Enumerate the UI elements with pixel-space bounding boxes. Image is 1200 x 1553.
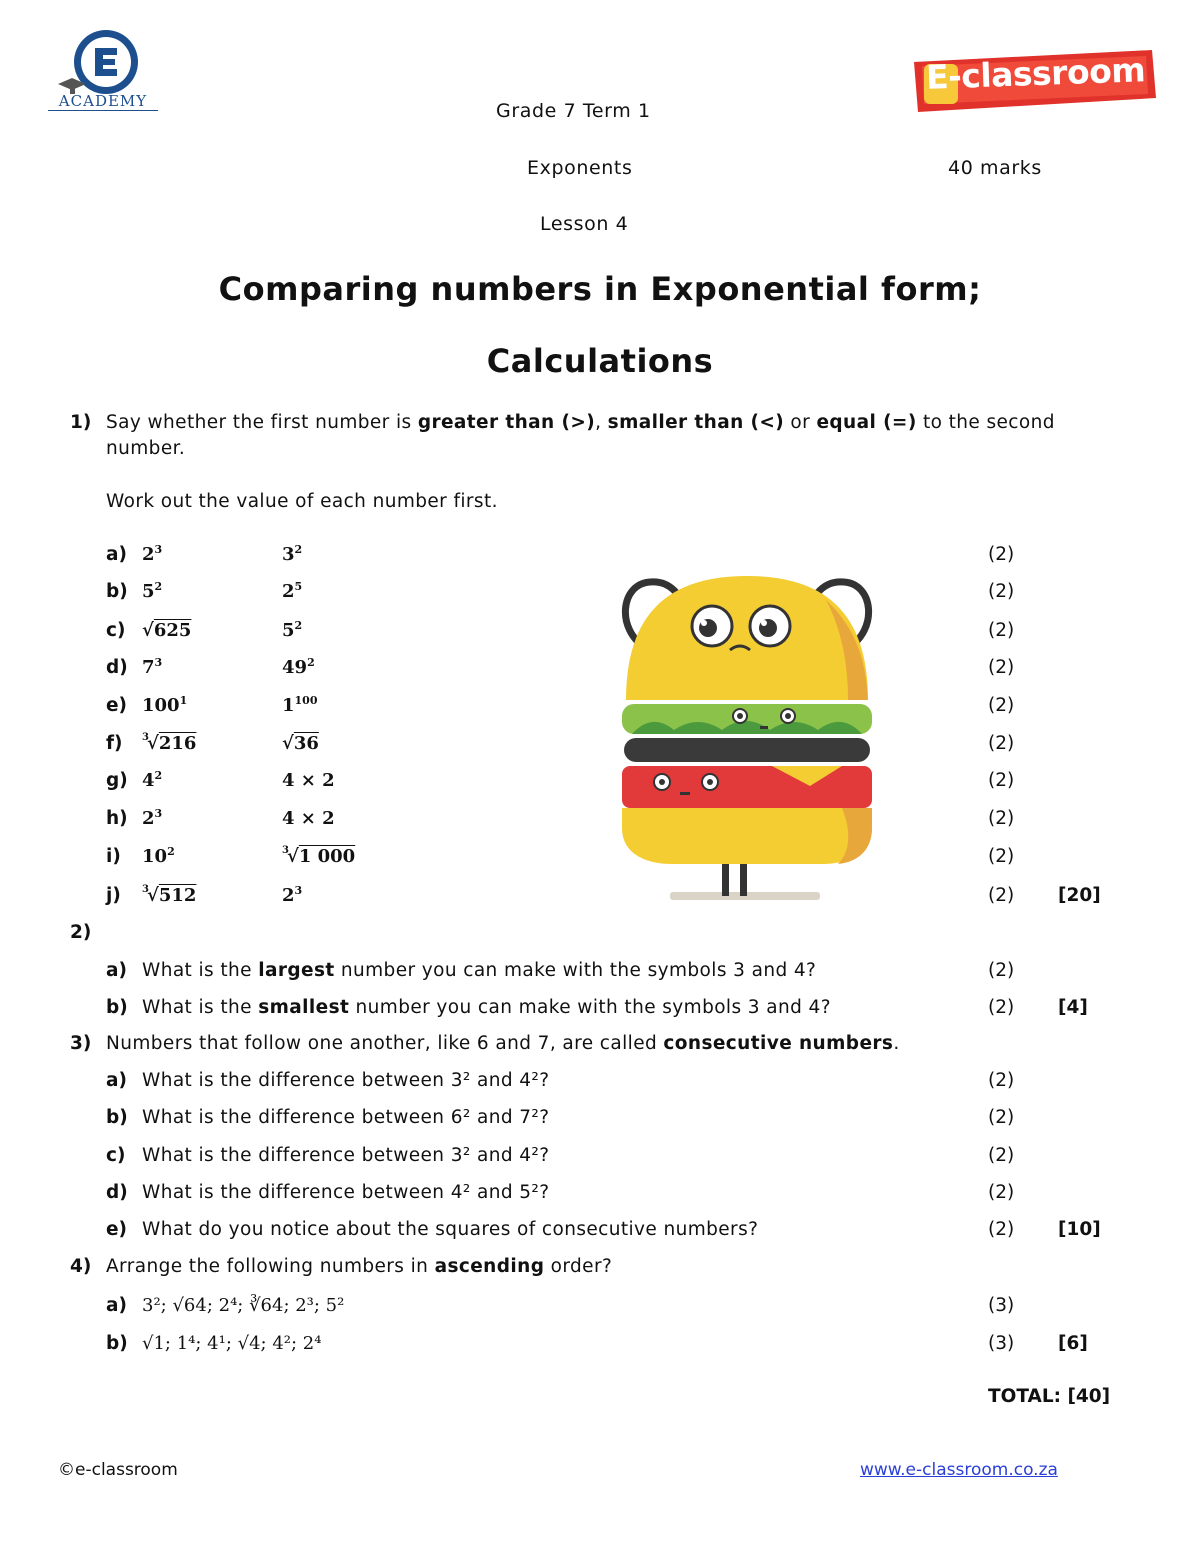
q1-item-second: $2^3$ xyxy=(282,884,303,906)
q3-item-label: d) xyxy=(106,1182,128,1203)
q4-a-text: 3²; √64; 2⁴; ∛64; 2³; 5² xyxy=(142,1295,345,1316)
q2-number: 2) xyxy=(70,922,92,943)
q1-item-mark: (2) xyxy=(988,620,1015,641)
q2-b-label: b) xyxy=(106,997,128,1018)
q1-item-first: $^3$√216 xyxy=(142,732,197,754)
q1-item-second: $1^{100}$ xyxy=(282,694,318,716)
q1-item-mark: (2) xyxy=(988,770,1015,791)
q3-item-mark: (2) xyxy=(988,1107,1015,1128)
q1-intro-line2: number. xyxy=(106,438,186,459)
q1-item-label: b) xyxy=(106,581,128,602)
q3-item-label: c) xyxy=(106,1145,126,1166)
q1-instruction: Work out the value of each number first. xyxy=(106,491,498,512)
q3-item-mark: (2) xyxy=(988,1219,1015,1240)
q4-a-mark: (3) xyxy=(988,1295,1015,1316)
q1-intro-post: to the second xyxy=(916,412,1055,433)
q1-item-mark: (2) xyxy=(988,846,1015,867)
q1-item-second: √36 xyxy=(282,733,319,754)
q1-smaller: smaller than (<) xyxy=(607,412,785,433)
total-marks-header: 40 marks xyxy=(948,157,1042,179)
footer-copyright: ©e-classroom xyxy=(58,1460,178,1480)
q1-item-label: a) xyxy=(106,544,127,565)
topic: Exponents xyxy=(527,157,633,179)
q2-total: [4] xyxy=(1058,997,1088,1018)
q2-a-bold: largest xyxy=(258,960,335,981)
q1-item-second: $^3$√1 000 xyxy=(282,845,356,867)
q1-item-first: $2^3$ xyxy=(142,807,163,829)
q4-intro-pre: Arrange the following numbers in xyxy=(106,1256,435,1277)
q1-item-label: e) xyxy=(106,695,128,716)
q3-item-text: What is the difference between 3² and 4²? xyxy=(142,1070,550,1091)
q4-b-label: b) xyxy=(106,1333,128,1354)
grand-total: TOTAL: [40] xyxy=(988,1386,1111,1407)
q1-item-second: $2^5$ xyxy=(282,580,303,602)
academy-logo-text: ACADEMY xyxy=(48,92,158,111)
q1-item-mark: (2) xyxy=(988,657,1015,678)
q1-item-mark: (2) xyxy=(988,695,1015,716)
q3-total: [10] xyxy=(1058,1219,1101,1240)
q1-item-first: √625 xyxy=(142,620,192,641)
q1-greater: greater than (>) xyxy=(417,412,596,433)
burger-character-icon xyxy=(612,570,882,915)
q1-number: 1) xyxy=(70,412,92,433)
q2-a-pre: What is the xyxy=(142,960,259,981)
q1-item-label: g) xyxy=(106,770,128,791)
q1-item-mark: (2) xyxy=(988,544,1015,565)
q3-intro-post: . xyxy=(893,1033,900,1054)
q2-a-mark: (2) xyxy=(988,960,1015,981)
q3-number: 3) xyxy=(70,1033,92,1054)
q3-item-text: What is the difference between 6² and 7²? xyxy=(142,1107,550,1128)
q1-item-first: $7^3$ xyxy=(142,656,163,678)
q3-item-text: What is the difference between 3² and 4²? xyxy=(142,1145,550,1166)
q1-item-second: 4 × 2 xyxy=(282,808,335,829)
q4-a-label: a) xyxy=(106,1295,127,1316)
q4-intro-post: order? xyxy=(544,1256,613,1277)
q3-item-mark: (2) xyxy=(988,1145,1015,1166)
q1-item-first: $100^1$ xyxy=(142,694,188,716)
q3-item-mark: (2) xyxy=(988,1182,1015,1203)
lesson: Lesson 4 xyxy=(540,213,629,235)
q3-item-label: a) xyxy=(106,1070,127,1091)
q1-item-label: i) xyxy=(106,846,121,867)
q2-b-post: number you can make with the symbols 3 and 4? xyxy=(349,997,831,1018)
q1-item-first: $10^2$ xyxy=(142,845,175,867)
q2-b-text xyxy=(142,997,831,1018)
q2-a-label: a) xyxy=(106,960,127,981)
q1-item-first: $^3$√512 xyxy=(142,884,197,906)
q2-b-pre: What is the xyxy=(142,997,259,1018)
q3-item-text: What is the difference between 4² and 5²? xyxy=(142,1182,550,1203)
grade-term: Grade 7 Term 1 xyxy=(496,100,651,122)
burger-character-illustration xyxy=(612,570,882,915)
q1-item-mark: (2) xyxy=(988,581,1015,602)
q2-b-bold: smallest xyxy=(258,997,350,1018)
q4-total: [6] xyxy=(1058,1333,1088,1354)
q4-number: 4) xyxy=(70,1256,92,1277)
q1-item-second: 4 × 2 xyxy=(282,770,335,791)
q1-item-second: $3^2$ xyxy=(282,543,303,565)
footer-website-link[interactable]: www.e-classroom.co.za xyxy=(860,1460,1058,1480)
q1-intro xyxy=(106,412,1116,433)
q3-item-mark: (2) xyxy=(988,1070,1015,1091)
q1-item-label: d) xyxy=(106,657,128,678)
page-title-line1: Comparing numbers in Exponential form; xyxy=(218,270,982,308)
q1-or: or xyxy=(784,412,817,433)
q3-intro-bold: consecutive numbers xyxy=(663,1033,894,1054)
eclassroom-logo-text: E-classroom xyxy=(925,50,1146,97)
q1-comma: , xyxy=(595,412,608,433)
q1-item-first: $5^2$ xyxy=(142,580,163,602)
q4-b-mark: (3) xyxy=(988,1333,1015,1354)
page-title-line2: Calculations xyxy=(486,342,714,380)
q1-item-mark: (2) xyxy=(988,885,1015,906)
q2-a-post: number you can make with the symbols 3 and 4? xyxy=(334,960,817,981)
q1-item-first: $4^2$ xyxy=(142,769,163,791)
q1-item-label: f) xyxy=(106,733,123,754)
eclassroom-logo xyxy=(908,46,1160,116)
academy-logo xyxy=(48,26,158,116)
q1-item-second: $49^2$ xyxy=(282,656,315,678)
q3-intro-pre: Numbers that follow one another, like 6 and 7, are called xyxy=(106,1033,664,1054)
q3-item-text: What do you notice about the squares of consecutive numbers? xyxy=(142,1219,759,1240)
q1-item-mark: (2) xyxy=(988,808,1015,829)
q1-item-first: $2^3$ xyxy=(142,543,163,565)
q1-item-mark: (2) xyxy=(988,733,1015,754)
q3-item-label: b) xyxy=(106,1107,128,1128)
q1-equal: equal (=) xyxy=(816,412,917,433)
q1-item-label: j) xyxy=(106,885,121,906)
q4-intro-bold: ascending xyxy=(434,1256,545,1277)
q1-intro-pre: Say whether the first number is xyxy=(106,412,418,433)
q1-item-label: h) xyxy=(106,808,128,829)
q3-item-label: e) xyxy=(106,1219,128,1240)
q1-item-label: c) xyxy=(106,620,126,641)
q3-intro xyxy=(106,1033,900,1054)
q2-b-mark: (2) xyxy=(988,997,1015,1018)
q4-b-text: √1; 1⁴; 4¹; √4; 4²; 2⁴ xyxy=(142,1333,322,1354)
q1-total: [20] xyxy=(1058,885,1101,906)
q1-item-second: $5^2$ xyxy=(282,619,303,641)
q4-intro xyxy=(106,1256,612,1277)
q2-a-text xyxy=(142,960,816,981)
